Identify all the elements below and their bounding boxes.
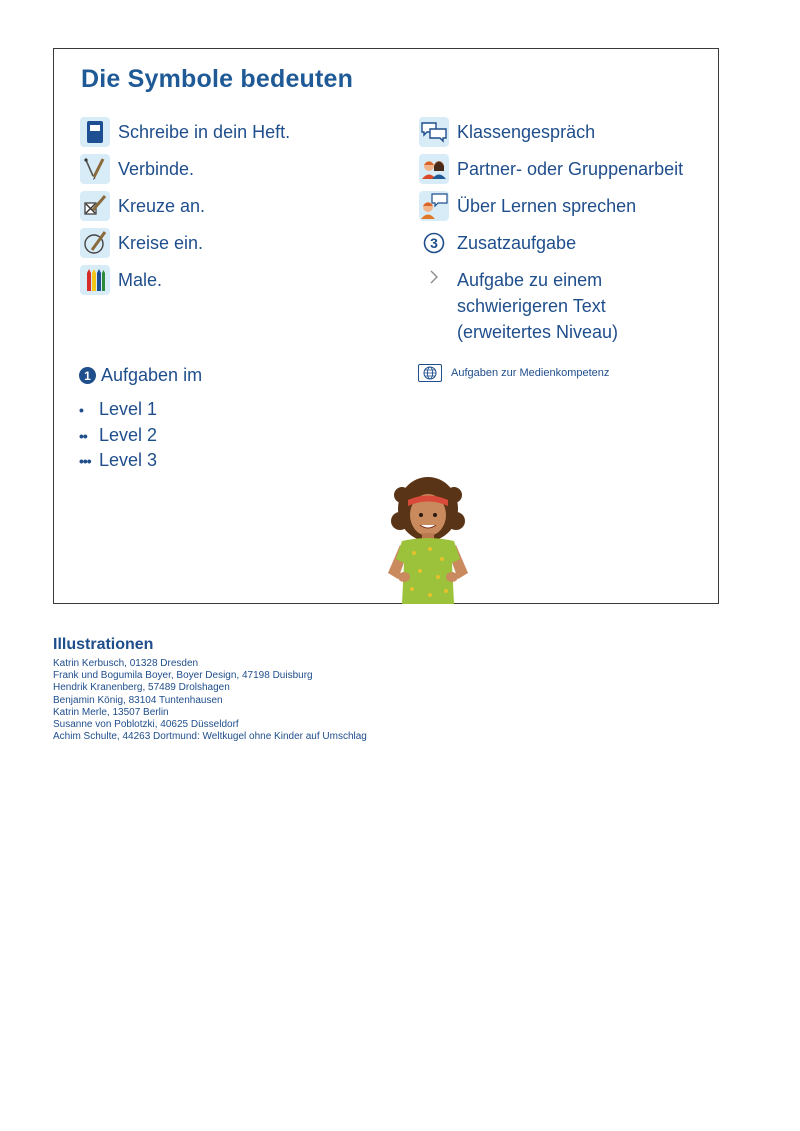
level-item (79, 425, 157, 446)
level-label: Level 3 (99, 450, 158, 470)
level-dots: ••• (79, 452, 91, 469)
level-dots: • (79, 401, 83, 418)
legend-title: Die Symbole bedeuten (81, 65, 354, 93)
notebook-icon (80, 117, 110, 147)
symbol-label: Verbinde. (118, 158, 195, 179)
symbol-label: Kreuze an. (118, 195, 206, 216)
symbols-legend-box (53, 48, 719, 604)
symbol-label: Über Lernen sprechen (457, 195, 637, 216)
globe-icon (418, 364, 442, 382)
level-item (79, 399, 157, 420)
illustrations-credits (53, 658, 367, 743)
level-item (79, 450, 157, 471)
levels-heading-label: Aufgaben im (101, 365, 203, 385)
credit-line: Katrin Merle, 13507 Berlin (53, 706, 169, 718)
symbol-media-competence (418, 364, 609, 382)
symbol-label: Partner- oder Gruppenarbeit (457, 158, 684, 179)
speech-bubbles-icon (419, 117, 449, 147)
credit-line: Benjamin König, 83104 Tuntenhausen (53, 694, 223, 706)
connect-pencil-icon (80, 154, 110, 184)
media-label: Aufgaben zur Medienkompetenz (451, 367, 610, 379)
girl-illustration (380, 473, 476, 609)
chevron-right-icon (427, 269, 441, 290)
credit-line: Hendrik Kranenberg, 57489 Drolshagen (53, 682, 230, 694)
cross-pencil-icon (80, 191, 110, 221)
number-3-circle-icon (419, 228, 449, 258)
level-label: Level 1 (99, 399, 158, 419)
symbol-label: Male. (118, 269, 163, 290)
symbol-label: Klassengespräch (457, 121, 596, 142)
badge-number: 3 (430, 235, 438, 251)
symbol-circle (80, 228, 203, 258)
illustrations-heading: Illustrationen (53, 636, 154, 653)
symbol-paint (80, 265, 162, 295)
credit-line: Susanne von Poblotzki, 40625 Düsseldorf (53, 719, 239, 731)
symbol-partner-work (419, 154, 683, 184)
partners-icon (419, 154, 449, 184)
circle-pencil-icon (80, 228, 110, 258)
credit-line: Achim Schulte, 44263 Dortmund: Weltkugel ohne Kinder auf Umschlag (53, 731, 367, 743)
symbol-label: Schreibe in dein Heft. (118, 121, 291, 142)
number-1-badge: 1 (79, 367, 96, 384)
symbol-advanced-level (457, 267, 618, 345)
symbol-extra-task (419, 228, 576, 258)
symbol-write-in-notebook (80, 117, 290, 147)
level-label: Level 2 (99, 425, 158, 445)
advanced-line-1: Aufgabe zu einem (457, 270, 603, 290)
credit-line: Katrin Kerbusch, 01328 Dresden (53, 658, 199, 669)
talk-about-learning-icon (419, 191, 449, 221)
symbol-label: Kreise ein. (118, 232, 204, 253)
levels-heading (79, 365, 202, 386)
symbol-connect (80, 154, 194, 184)
symbol-label: Zusatzaufgabe (457, 232, 577, 253)
symbol-cross (80, 191, 205, 221)
symbol-talk-about-learning (419, 191, 636, 221)
advanced-line-2: schwierigeren Text (457, 296, 606, 316)
level-dots: •• (79, 427, 87, 444)
symbol-class-discussion (419, 117, 595, 147)
advanced-line-3: (erweitertes Niveau) (457, 322, 619, 342)
credit-line: Frank und Bogumila Boyer, Boyer Design, 47198 Duisburg (53, 670, 313, 682)
colored-pencils-icon (80, 265, 110, 295)
